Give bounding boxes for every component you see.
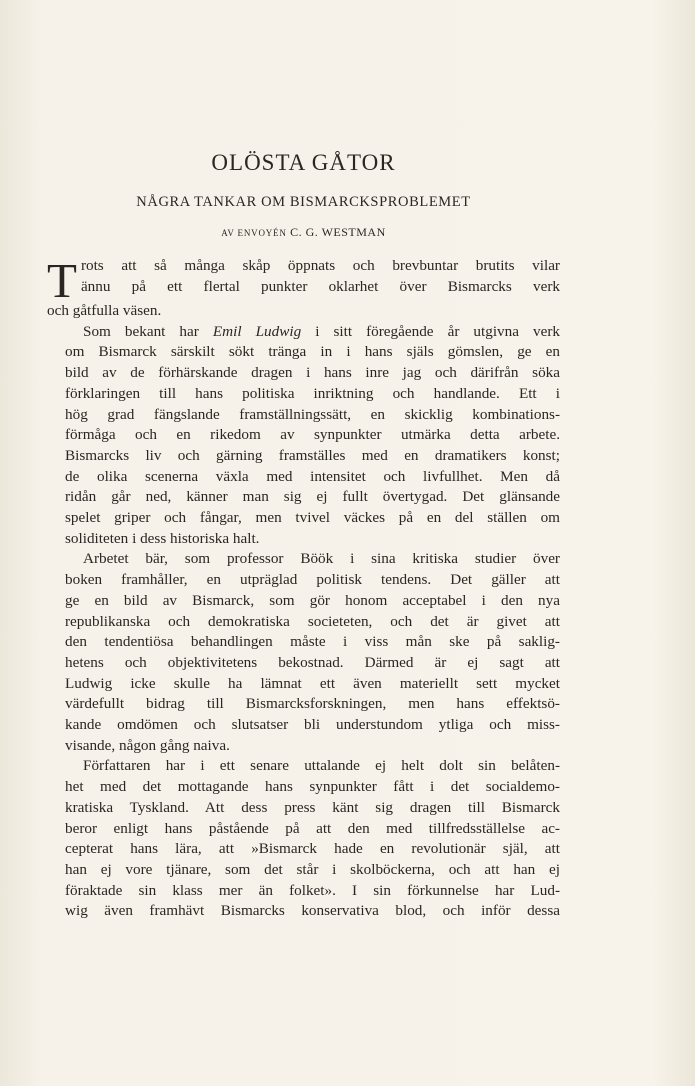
paragraph-2 [47, 322, 560, 550]
text-line: ge en bild av Bismarck, som gör honom acceptabel i den nya [65, 591, 560, 609]
text-line: boken framhåller, en utpräglad politisk tendens. Det gäller att [65, 571, 560, 589]
text-line: kratiska Tyskland. Att dess press känt sig dragen till Bismarck [65, 798, 560, 816]
text-line: och gåtfulla väsen. [47, 302, 162, 319]
text-line: bild av de förhärskande dragen i hans inre jag och därifrån söka [65, 364, 560, 382]
paragraph-4 [47, 756, 560, 922]
text-line: om Bismarck särskilt sökt tränga in i hans själs gömslen, ge en [65, 343, 560, 361]
text-line: värdefullt bidrag till Bismarcksforskningen, men hans effektsö- [65, 695, 560, 713]
text-line: föraktade sin klass mer än folket». I sin förkunnelse har Lud- [65, 881, 560, 899]
text-line: Ludwig icke skulle ha lämnat ett även materiellt sett mycket [65, 674, 560, 692]
text-line: visande, någon gång naiva. [65, 736, 230, 754]
article-title: OLÖSTA GÅTOR [211, 150, 396, 175]
text-line: de olika scenerna växla med intensitet och livfullhet. Men då [65, 467, 560, 485]
text-fragment: Som bekant har [83, 322, 213, 340]
text-line: han ej vore tjänare, som det står i skolböckerna, och att han ej [65, 860, 560, 878]
text-line: kande omdömen och slutsatser bli understundom ytliga och miss- [65, 716, 560, 734]
article-subtitle: NÅGRA TANKAR OM BISMARCKSPROBLEMET [136, 194, 471, 210]
text-line: den tendentiösa behandlingen måste i viss mån ske på saklig- [65, 633, 560, 651]
text-line: spelet griper och fångar, men tvivel väckes på en del ställen om [65, 509, 560, 527]
text-line: förklaringen till hans politiska inriktning och handlande. Ett i [65, 384, 560, 402]
text-line [47, 322, 560, 343]
article [47, 150, 560, 922]
text-line: hetens och objektivitetens bekostnad. Därmed är ej sagt att [65, 653, 560, 671]
text-line: ännu på ett flertal punkter oklarhet över Bismarcks verk [80, 277, 560, 295]
text-fragment: i sitt föregående år utgivna verk [301, 322, 560, 340]
text-line: rots att så många skåp öppnats och brevbuntar brutits vilar [80, 257, 560, 274]
text-line: het med det mottagande hans synpunkter fått i det socialdemo- [65, 778, 560, 796]
text-line: hög grad fängslande framställningssätt, en skicklig kombinations- [65, 405, 560, 423]
text-line: beror enligt hans påstående på att den med tillfredsställelse ac- [65, 819, 560, 837]
text-line: wig även framhävt Bismarcks konservativa blod, och inför dessa [65, 902, 560, 920]
italic-author-name: Emil Ludwig [212, 322, 302, 340]
text-line: ridån går ned, känner man sig ej fullt övertygad. Det glänsande [65, 488, 560, 506]
paragraph-1 [47, 253, 560, 322]
byline [47, 225, 560, 240]
article-body [47, 253, 560, 922]
text-line: Bismarcks liv och gärning framställes med en dramatikers konst; [65, 446, 560, 464]
drop-cap: T [47, 253, 77, 308]
byline-prefix: AV ENVOYÉN [221, 228, 287, 238]
byline-author: C. G. WESTMAN [290, 225, 386, 239]
text-line: republikanska och demokratiska societeten, och det är givet att [65, 612, 560, 630]
text-line: Författaren har i ett senare uttalande ej helt dolt sin belåten- [83, 757, 560, 775]
text-line: soliditeten i dess historiska halt. [65, 529, 260, 547]
text-line: förmåga och en rikedom av synpunkter utmärka detta arbete. [65, 426, 560, 444]
text-line: Arbetet bär, som professor Böök i sina kritiska studier över [83, 550, 560, 568]
text-line: cepterat hans lära, att »Bismarck hade en revolutionär själ, att [65, 840, 560, 858]
paragraph-3 [47, 549, 560, 756]
